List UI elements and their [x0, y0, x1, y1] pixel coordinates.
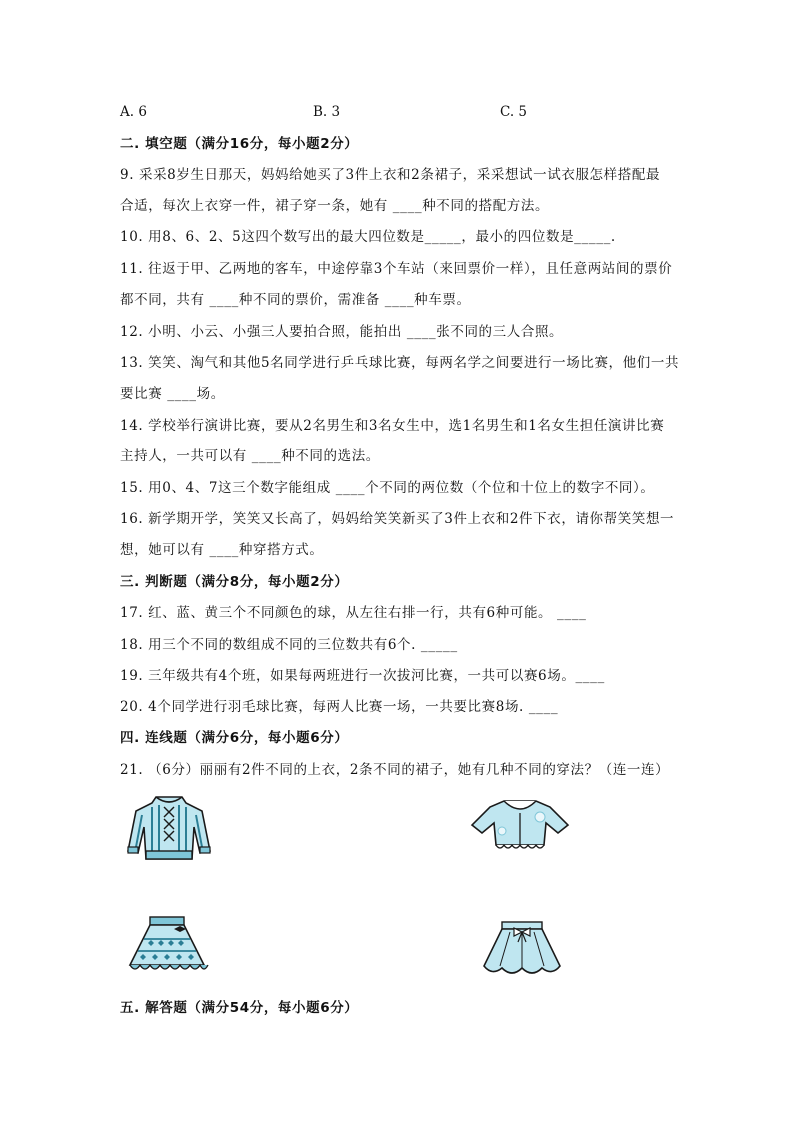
q13-line2: 要比赛 ____场。: [120, 386, 225, 402]
q9-line1: 9. 采采8岁生日那天，妈妈给她买了3件上衣和2条裙子，采采想试一试衣服怎样搭配最: [120, 167, 661, 183]
striped-sweater-icon: [126, 793, 212, 865]
q12-line: 12. 小明、小云、小强三人要拍合照，能拍出 ____张不同的三人合照。: [120, 324, 564, 340]
q15-line: 15. 用0、4、7这三个数字能组成 ____个不同的两位数（个位和十位上的数字不同）。: [120, 480, 655, 496]
option-c: C. 5: [500, 104, 528, 120]
q13-line1: 13. 笑笑、淘气和其他5名同学进行乒乓球比赛，每两名学之间要进行一场比赛，他们一共: [120, 355, 680, 371]
q10-line: 10. 用8、6、2、5这四个数写出的最大四位数是_____，最小的四位数是_____.: [120, 229, 616, 245]
q18-line: 18. 用三个不同的数组成不同的三位数共有6个. _____: [120, 637, 458, 653]
ruffled-jacket-icon: [470, 795, 570, 855]
q9-line2: 合适，每次上衣穿一件，裙子穿一条，她有 ____种不同的搭配方法。: [120, 198, 550, 214]
option-b: B. 3: [313, 104, 341, 120]
q21-line: 21. （6分）丽丽有2件不同的上衣，2条不同的裙子，她有几种不同的穿法？（连一连）: [120, 762, 670, 778]
q11-line1: 11. 往返于甲、乙两地的客车，中途停靠3个车站（来回票价一样），且任意两站间的票价: [120, 261, 673, 277]
patterned-skirt-icon: [124, 915, 210, 977]
q17-line: 17. 红、蓝、黄三个不同颜色的球，从左往右排一行，共有6种可能。 ____: [120, 605, 587, 621]
section3-heading: 三. 判断题（满分8分，每小题2分）: [120, 574, 349, 590]
bow-skirt-icon: [482, 920, 562, 980]
option-a: A. 6: [120, 104, 147, 120]
q20-line: 20. 4个同学进行羽毛球比赛，每两人比赛一场，一共要比赛8场. ____: [120, 699, 559, 715]
section2-heading: 二. 填空题（满分16分，每小题2分）: [120, 136, 359, 152]
q11-line2: 都不同，共有 ____种不同的票价，需准备 ____种车票。: [120, 292, 471, 308]
section5-heading: 五. 解答题（满分54分，每小题6分）: [120, 1000, 359, 1016]
q14-line2: 主持人，一共可以有 ____种不同的选法。: [120, 448, 380, 464]
q16-line2: 想，她可以有 ____种穿搭方式。: [120, 542, 324, 558]
q14-line1: 14. 学校举行演讲比赛，要从2名男生和3名女生中，选1名男生和1名女生担任演讲比赛: [120, 418, 665, 434]
section4-heading: 四. 连线题（满分6分，每小题6分）: [120, 730, 349, 746]
q19-line: 19. 三年级共有4个班，如果每两班进行一次拔河比赛，一共可以赛6场。____: [120, 668, 605, 684]
q16-line1: 16. 新学期开学，笑笑又长高了，妈妈给笑笑新买了3件上衣和2件下衣，请你帮笑笑想一: [120, 511, 675, 527]
